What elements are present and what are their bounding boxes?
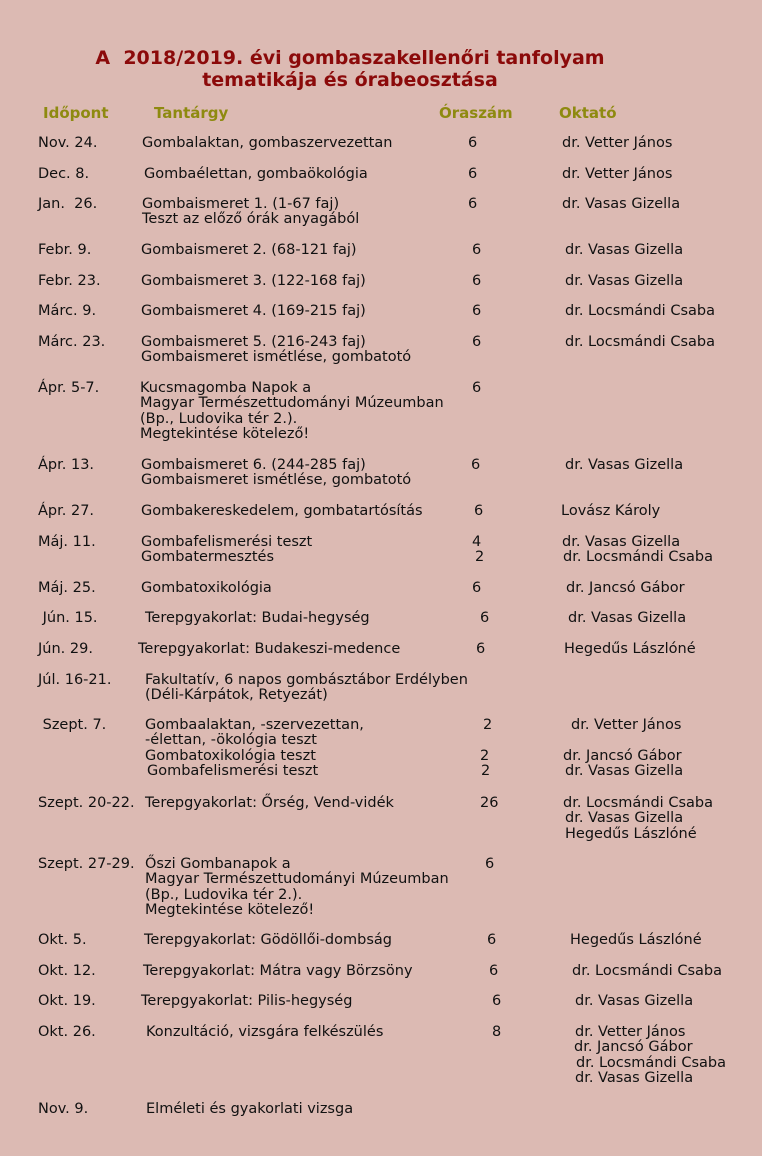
row-date: Okt. 12. [38, 963, 96, 979]
row-tutor: dr. Vasas Gizella [565, 242, 684, 258]
row-date: Jún. 29. [38, 641, 93, 657]
row-tutor: dr. Vasas Gizella [562, 196, 681, 212]
row-subject: Gombalaktan, gombaszervezettan [142, 135, 393, 151]
row-tutor: Hegedűs Lászlóné [565, 825, 697, 842]
row-date: Febr. 9. [38, 242, 92, 258]
row-subject: Terepgyakorlat: Őrség, Vend-vidék [145, 795, 394, 811]
row-tutor: dr. Vasas Gizella [568, 610, 687, 626]
row-date: Szept. 27-29. [38, 856, 135, 872]
row-date: Máj. 25. [38, 580, 96, 596]
row-tutor: dr. Jancsó Gábor [566, 580, 685, 596]
row-tutor: dr. Locsmándi Csaba [563, 795, 713, 811]
row-subject: Gombaismeret 4. (169-215 faj) [141, 303, 366, 319]
row-subject: Gombatermesztés [141, 549, 275, 566]
row-subject: Gombaismeret 2. (68-121 faj) [141, 242, 357, 258]
row-subject: Magyar Természettudományi Múzeumban [145, 871, 449, 888]
row-tutor: Hegedűs Lászlóné [570, 932, 702, 948]
row-tutor: dr. Jancsó Gábor [574, 1039, 693, 1056]
row-subject: Gombaismeret ismétlése, gombatotó [141, 472, 412, 489]
row-date: Okt. 26. [38, 1024, 96, 1040]
row-tutor: dr. Jancsó Gábor [563, 747, 682, 764]
row-hours: 6 [472, 303, 482, 319]
row-subject: Őszi Gombanapok a [145, 856, 291, 872]
row-subject: Terepgyakorlat: Mátra vagy Börzsöny [143, 963, 413, 979]
row-hours: 6 [487, 932, 497, 948]
row-hours: 6 [472, 380, 482, 396]
row-date: Okt. 19. [38, 993, 96, 1009]
row-subject: Terepgyakorlat: Budakeszi-medence [138, 641, 401, 657]
header-subject: Tantárgy [154, 104, 229, 122]
row-subject: Terepgyakorlat: Gödöllői-dombság [144, 932, 392, 948]
row-subject: Terepgyakorlat: Pilis-hegység [141, 993, 353, 1009]
row-subject: Gombaismeret 6. (244-285 faj) [141, 457, 366, 473]
row-subject: Gombaismeret 1. (1-67 faj) [142, 196, 340, 212]
row-tutor: dr. Vasas Gizella [575, 1070, 694, 1087]
row-date: Szept. 20-22. [38, 795, 135, 811]
header-tutor: Oktató [559, 104, 617, 122]
row-subject: Gombaismeret 3. (122-168 faj) [141, 273, 366, 289]
row-subject: Kucsmagomba Napok a [140, 380, 312, 396]
row-hours: 2 [481, 763, 491, 780]
row-tutor: dr. Vetter János [571, 717, 682, 733]
row-hours: 6 [485, 856, 495, 872]
row-date: Nov. 9. [38, 1101, 89, 1117]
row-subject: Konzultáció, vizsgára felkészülés [146, 1024, 384, 1040]
row-hours: 6 [472, 580, 482, 596]
row-date: Okt. 5. [38, 932, 87, 948]
row-date: Máj. 11. [38, 534, 96, 550]
row-subject: Megtekintése kötelező! [145, 902, 315, 919]
row-tutor: dr. Vasas Gizella [565, 457, 684, 473]
row-date: Ápr. 27. [38, 503, 95, 519]
row-subject: Gombaalaktan, -szervezettan, [145, 717, 364, 733]
row-date: Jún. 15. [38, 610, 98, 626]
row-subject: Gombatoxikológia [141, 580, 272, 596]
row-subject: Magyar Természettudományi Múzeumban [140, 395, 444, 412]
row-date: Dec. 8. [38, 166, 90, 182]
row-subject: Gombaismeret ismétlése, gombatotó [141, 349, 412, 366]
row-hours: 26 [480, 795, 499, 811]
row-hours: 6 [489, 963, 499, 979]
row-hours: 2 [480, 747, 490, 764]
page-title [0, 47, 700, 91]
row-tutor: dr. Vasas Gizella [565, 810, 684, 827]
row-hours: 6 [472, 273, 482, 289]
row-date: Ápr. 5-7. [38, 380, 100, 396]
row-tutor: dr. Vasas Gizella [565, 763, 684, 780]
row-tutor: dr. Locsmándi Csaba [565, 334, 715, 350]
header-hours: Óraszám [439, 104, 513, 122]
row-tutor: dr. Locsmándi Csaba [572, 963, 722, 979]
row-tutor: dr. Vetter János [562, 135, 673, 151]
row-subject: Gombafelismerési teszt [147, 763, 319, 780]
row-subject: Elméleti és gyakorlati vizsga [146, 1101, 354, 1117]
row-hours: 6 [472, 334, 482, 350]
row-date: Márc. 23. [38, 334, 106, 350]
row-tutor: dr. Vasas Gizella [575, 993, 694, 1009]
row-hours: 6 [474, 503, 484, 519]
row-hours: 6 [468, 196, 478, 212]
title-line-1: A 2018/2019. évi gombaszakellenőri tanfolyam [95, 47, 605, 69]
row-tutor: dr. Vasas Gizella [562, 534, 681, 550]
row-subject: (Bp., Ludovika tér 2.). [140, 410, 298, 427]
row-hours: 2 [475, 549, 485, 566]
row-date: Júl. 16-21. [38, 672, 112, 688]
row-hours: 8 [492, 1024, 502, 1040]
row-tutor: dr. Vetter János [562, 166, 673, 182]
row-hours: 6 [468, 135, 478, 151]
row-hours: 6 [480, 610, 490, 626]
row-tutor: Hegedűs Lászlóné [564, 641, 696, 657]
row-date: Ápr. 13. [38, 457, 95, 473]
row-hours: 6 [472, 242, 482, 258]
row-date: Márc. 9. [38, 303, 97, 319]
row-hours: 6 [492, 993, 502, 1009]
row-hours: 6 [476, 641, 486, 657]
row-subject: (Déli-Kárpátok, Retyezát) [145, 687, 328, 704]
row-subject: Fakultatív, 6 napos gombásztábor Erdélyben [145, 672, 468, 688]
row-subject: Terepgyakorlat: Budai-hegység [145, 610, 370, 626]
row-hours: 6 [468, 166, 478, 182]
row-tutor: dr. Locsmándi Csaba [563, 549, 713, 566]
row-subject: Megtekintése kötelező! [140, 426, 310, 443]
row-tutor: dr. Locsmándi Csaba [576, 1054, 726, 1071]
row-hours: 6 [471, 457, 481, 473]
header-date: Időpont [43, 104, 109, 122]
row-subject: -élettan, -ökológia teszt [145, 732, 317, 749]
row-tutor: dr. Locsmándi Csaba [565, 303, 715, 319]
row-tutor: dr. Vasas Gizella [565, 273, 684, 289]
row-subject: Gombakereskedelem, gombatartósítás [141, 503, 423, 519]
row-date: Szept. 7. [38, 717, 107, 733]
row-hours: 4 [472, 534, 482, 550]
row-date: Jan. 26. [38, 196, 98, 212]
title-line-2: tematikája és órabeosztása [202, 69, 498, 91]
row-date: Febr. 23. [38, 273, 101, 289]
row-subject: Teszt az előző órák anyagából [142, 211, 360, 228]
row-subject: Gombaismeret 5. (216-243 faj) [141, 334, 366, 350]
row-subject: Gombatoxikológia teszt [145, 747, 316, 764]
row-hours: 2 [483, 717, 493, 733]
row-subject: (Bp., Ludovika tér 2.). [145, 886, 303, 903]
row-tutor: dr. Vetter János [575, 1024, 686, 1040]
row-tutor: Lovász Károly [561, 503, 661, 519]
row-subject: Gombaélettan, gombaökológia [144, 166, 368, 182]
row-date: Nov. 24. [38, 135, 98, 151]
row-subject: Gombafelismerési teszt [141, 534, 313, 550]
